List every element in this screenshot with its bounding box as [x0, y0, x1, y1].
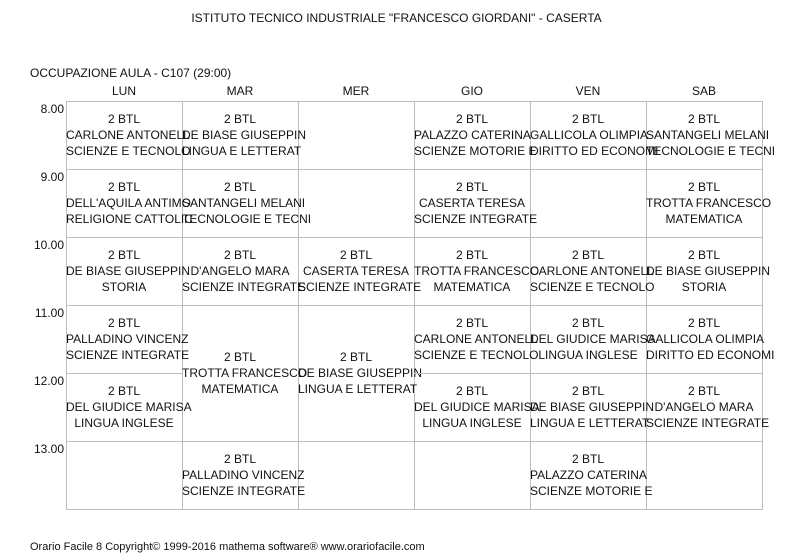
- lesson-subject: DIRITTO ED ECONOMI: [646, 348, 775, 362]
- lesson-teacher: CARLONE ANTONELL: [414, 332, 538, 346]
- lesson-subject: MATEMATICA: [201, 382, 279, 396]
- lesson-cell: [66, 101, 191, 170]
- lesson-cell: [646, 169, 772, 238]
- lesson-teacher: CASERTA TERESA: [418, 196, 526, 210]
- lesson-cell: [530, 101, 659, 170]
- lesson-cell: [414, 101, 537, 170]
- lesson-class: 2 BTL: [687, 112, 720, 126]
- timetable-grid: [66, 101, 776, 509]
- lesson-teacher: DE BIASE GIUSEPPIN: [298, 366, 423, 380]
- lesson-cell: [414, 169, 538, 238]
- lesson-subject: SCIENZE INTEGRATE: [182, 280, 306, 294]
- lesson-subject: MATEMATICA: [433, 280, 511, 294]
- lesson-class: 2 BTL: [571, 384, 604, 398]
- lesson-cell: [530, 237, 655, 306]
- lesson-cell: [530, 305, 656, 374]
- lesson-subject: LINGUA E LETTERAT: [182, 144, 302, 158]
- lesson-cell: [66, 305, 190, 374]
- lesson-teacher: PALLADINO VINCENZ: [66, 332, 189, 346]
- empty-cell: [530, 169, 647, 238]
- lesson-cell: [646, 373, 770, 442]
- lesson-class: 2 BTL: [687, 316, 720, 330]
- lesson-teacher: CASERTA TERESA: [302, 264, 410, 278]
- lesson-cell: [414, 373, 540, 442]
- lesson-subject: MATEMATICA: [665, 212, 743, 226]
- lesson-teacher: PALAZZO CATERINA: [530, 468, 647, 482]
- lesson-cell: [646, 305, 775, 374]
- lesson-cell: [530, 441, 653, 510]
- lesson-teacher: TROTTA FRANCESCO: [182, 366, 308, 380]
- empty-cell: [298, 169, 415, 238]
- lesson-subject: LINGUA E LETTERAT: [298, 382, 418, 396]
- lesson-subject: SCIENZE MOTORIE E: [414, 144, 537, 158]
- lesson-class: 2 BTL: [571, 248, 604, 262]
- lesson-teacher: SANTANGELI MELANI: [182, 196, 306, 210]
- lesson-teacher: GALLICOLA OLIMPIA: [646, 332, 765, 346]
- lesson-subject: LINGUA E LETTERAT: [530, 416, 650, 430]
- day-header-mer: MER: [342, 84, 370, 98]
- lesson-class: 2 BTL: [455, 316, 488, 330]
- day-header-lun: LUN: [111, 84, 136, 98]
- lesson-class: 2 BTL: [223, 350, 256, 364]
- lesson-class: 2 BTL: [223, 180, 256, 194]
- lesson-teacher: PALAZZO CATERINA: [414, 128, 531, 142]
- lesson-subject: SCIENZE INTEGRATE: [182, 484, 306, 498]
- lesson-teacher: GALLICOLA OLIMPIA: [530, 128, 649, 142]
- lesson-subject: DIRITTO ED ECONOMI: [530, 144, 659, 158]
- empty-cell: [66, 441, 183, 510]
- lesson-subject: TECNOLOGIE E TECNI: [646, 144, 776, 158]
- lesson-class: 2 BTL: [339, 248, 372, 262]
- lesson-teacher: DE BIASE GIUSEPPIN: [66, 264, 191, 278]
- lesson-cell: [298, 305, 423, 442]
- lesson-subject: TECNOLOGIE E TECNI: [182, 212, 312, 226]
- lesson-cell: [530, 373, 655, 442]
- footer-copyright: Orario Facile 8 Copyright© 1999-2016 mathema software® www.orariofacile.com: [30, 541, 425, 553]
- lesson-cell: [182, 305, 308, 442]
- lesson-class: 2 BTL: [107, 248, 140, 262]
- lesson-teacher: DEL GIUDICE MARISA: [414, 400, 540, 414]
- lesson-cell: [298, 237, 422, 306]
- lesson-cell: [646, 101, 776, 170]
- lesson-subject: SCIENZE E TECNOLO: [66, 144, 191, 158]
- lesson-class: 2 BTL: [687, 248, 720, 262]
- lesson-class: 2 BTL: [455, 180, 488, 194]
- lesson-class: 2 BTL: [571, 316, 604, 330]
- lesson-class: 2 BTL: [687, 180, 720, 194]
- lesson-class: 2 BTL: [107, 180, 140, 194]
- lesson-teacher: DE BIASE GIUSEPPIN: [646, 264, 771, 278]
- empty-cell: [414, 441, 531, 510]
- lesson-teacher: CARLONE ANTONELL: [66, 128, 190, 142]
- lesson-teacher: D'ANGELO MARA: [190, 264, 290, 278]
- lesson-subject: SCIENZE MOTORIE E: [530, 484, 653, 498]
- lesson-teacher: SANTANGELI MELANI: [646, 128, 770, 142]
- lesson-teacher: D'ANGELO MARA: [654, 400, 754, 414]
- empty-cell: [298, 441, 415, 510]
- lesson-class: 2 BTL: [455, 384, 488, 398]
- lesson-subject: LINGUA INGLESE: [74, 416, 174, 430]
- day-header-gio: GIO: [460, 84, 483, 98]
- lesson-teacher: TROTTA FRANCESCO: [646, 196, 772, 210]
- lesson-class: 2 BTL: [107, 316, 140, 330]
- lesson-class: 2 BTL: [107, 112, 140, 126]
- lesson-class: 2 BTL: [223, 248, 256, 262]
- lesson-class: 2 BTL: [687, 384, 720, 398]
- lesson-subject: STORIA: [681, 280, 727, 294]
- lesson-subject: SCIENZE INTEGRATE: [414, 212, 538, 226]
- lesson-subject: SCIENZE E TECNOLO: [414, 348, 539, 362]
- lesson-class: 2 BTL: [223, 112, 256, 126]
- lesson-cell: [414, 305, 539, 374]
- lesson-class: 2 BTL: [455, 112, 488, 126]
- lesson-subject: SCIENZE INTEGRATE: [298, 280, 422, 294]
- lesson-class: 2 BTL: [571, 112, 604, 126]
- lesson-teacher: TROTTA FRANCESCO: [414, 264, 540, 278]
- lesson-cell: [646, 237, 771, 306]
- lesson-cell: [66, 169, 193, 238]
- lesson-class: 2 BTL: [107, 384, 140, 398]
- lesson-subject: SCIENZE E TECNOLO: [530, 280, 655, 294]
- day-header-mar: MAR: [226, 84, 254, 98]
- lesson-subject: STORIA: [101, 280, 147, 294]
- lesson-teacher: DELL'AQUILA ANTIMO: [66, 196, 191, 210]
- empty-cell: [646, 441, 763, 510]
- lesson-class: 2 BTL: [223, 452, 256, 466]
- lesson-class: 2 BTL: [571, 452, 604, 466]
- empty-cell: [298, 101, 415, 170]
- lesson-subject: LINGUA INGLESE: [538, 348, 638, 362]
- day-header-sab: SAB: [691, 84, 716, 98]
- lesson-class: 2 BTL: [339, 350, 372, 364]
- day-header-ven: VEN: [575, 84, 601, 98]
- time-label-11: 11.00: [34, 306, 64, 320]
- lesson-cell: [66, 237, 191, 306]
- lesson-cell: [182, 237, 306, 306]
- lesson-cell: [66, 373, 192, 442]
- room-occupancy-label: OCCUPAZIONE AULA - C107 (29:00): [30, 66, 232, 80]
- time-label-12: 12.00: [33, 374, 64, 388]
- lesson-subject: RELIGIONE CATTOLIC: [66, 212, 193, 226]
- lesson-cell: [182, 169, 312, 238]
- lesson-teacher: CARLONE ANTONELL: [530, 264, 654, 278]
- lesson-cell: [182, 101, 307, 170]
- time-label-9: 9.00: [40, 170, 64, 184]
- lesson-teacher: PALLADINO VINCENZ: [182, 468, 305, 482]
- school-title: ISTITUTO TECNICO INDUSTRIALE "FRANCESCO GIORDANI" - CASERTA: [191, 11, 602, 25]
- lesson-subject: SCIENZE INTEGRATE: [66, 348, 190, 362]
- time-label-10: 10.00: [33, 238, 64, 252]
- time-label-8: 8.00: [40, 102, 64, 116]
- lesson-teacher: DEL GIUDICE MARISA: [66, 400, 192, 414]
- lesson-subject: SCIENZE INTEGRATE: [646, 416, 770, 430]
- lesson-teacher: DEL GIUDICE MARISA: [530, 332, 656, 346]
- lesson-subject: LINGUA INGLESE: [422, 416, 522, 430]
- lesson-teacher: DE BIASE GIUSEPPIN: [530, 400, 655, 414]
- time-label-13: 13.00: [33, 442, 64, 456]
- lesson-cell: [414, 237, 540, 306]
- lesson-teacher: DE BIASE GIUSEPPIN: [182, 128, 307, 142]
- lesson-cell: [182, 441, 306, 510]
- lesson-class: 2 BTL: [455, 248, 488, 262]
